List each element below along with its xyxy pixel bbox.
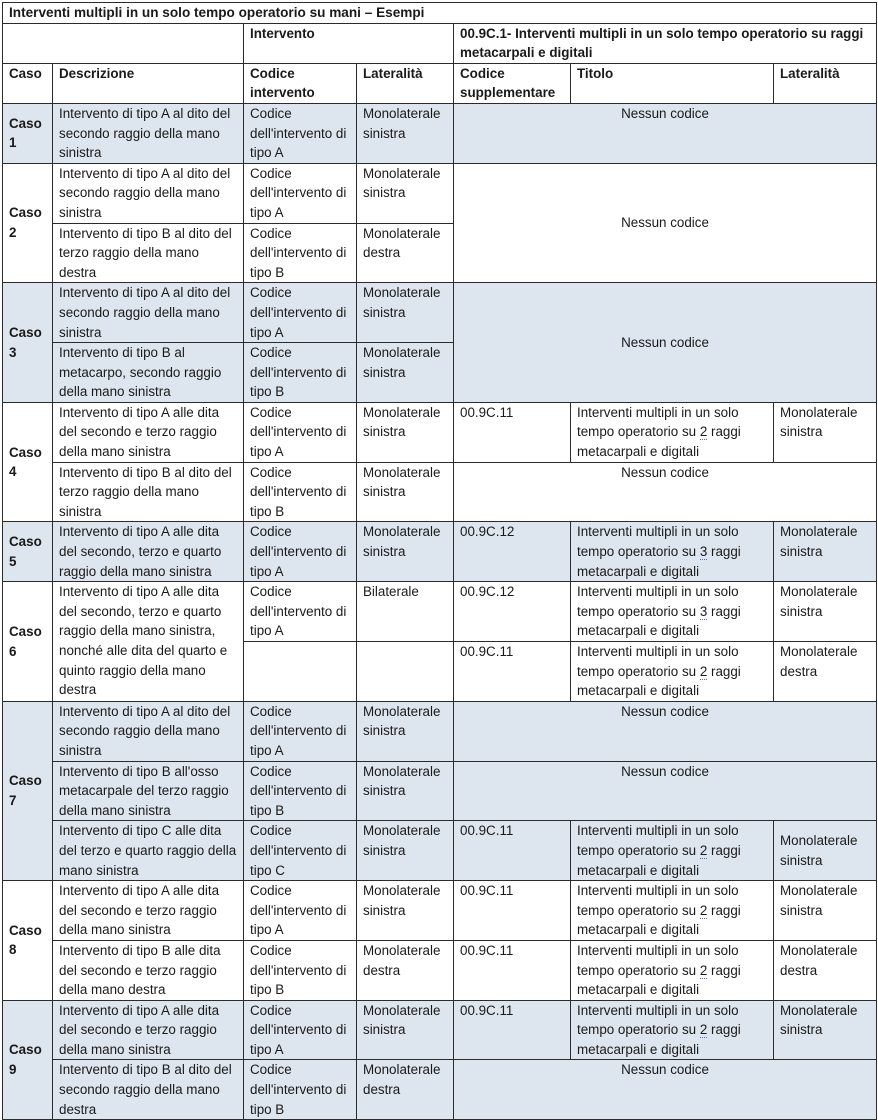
table-row xyxy=(3,522,877,582)
supp-title-suffix: raggi metacarpali e digitali xyxy=(577,424,741,460)
description-cell: Intervento di tipo A al dito del secondo raggio della mano sinistra xyxy=(53,701,244,761)
table-row xyxy=(3,881,877,941)
laterality-cell: Monolaterale sinistra xyxy=(357,163,454,223)
supp-title-number: 2 xyxy=(699,842,708,858)
description-cell: Intervento di tipo B al dito del terzo raggio della mano destra xyxy=(53,223,244,283)
supp-title-prefix: Interventi multipli in un solo tempo operatorio su xyxy=(577,823,739,858)
header-spacer xyxy=(3,23,244,63)
description-cell: Intervento di tipo B alle dita del secondo e terzo raggio della mano destra xyxy=(53,940,244,1000)
supp-laterality-cell: Monolaterale sinistra xyxy=(774,522,877,582)
intervention-code-cell: Codice dell'intervento di tipo A xyxy=(244,103,357,163)
intervention-code-cell: Codice dell'intervento di tipo B xyxy=(244,1060,357,1120)
description-cell: Intervento di tipo A al dito del secondo raggio della mano sinistra xyxy=(53,283,244,343)
supp-laterality-cell: Monolaterale sinistra xyxy=(774,881,877,941)
laterality-cell: Monolaterale destra xyxy=(357,223,454,283)
intervention-code-cell: Codice dell'intervento di tipo B xyxy=(244,343,357,403)
supp-title-number: 2 xyxy=(699,962,708,978)
supp-code-cell: 00.9C.11 xyxy=(454,821,571,881)
laterality-cell: Monolaterale sinistra xyxy=(357,701,454,761)
supp-title-number: 3 xyxy=(699,603,708,619)
intervention-code-cell-empty xyxy=(244,642,357,702)
table-row xyxy=(3,761,877,821)
laterality-cell: Monolaterale sinistra xyxy=(357,103,454,163)
laterality-cell: Monolaterale sinistra xyxy=(357,462,454,522)
intervention-code-cell: Codice dell'intervento di tipo B xyxy=(244,223,357,283)
intervention-code-cell: Codice dell'intervento di tipo B xyxy=(244,761,357,821)
supplementary-group-header: 00.9C.1- Interventi multipli in un solo tempo operatorio su raggi metacarpali e digitali xyxy=(454,23,877,63)
table-row xyxy=(3,402,877,462)
intervention-code-cell: Codice dell'intervento di tipo A xyxy=(244,1000,357,1060)
case-label: Caso 4 xyxy=(3,402,53,522)
supp-title-suffix: raggi metacarpali e digitali xyxy=(577,842,741,878)
cases-table xyxy=(2,2,877,1120)
table-row xyxy=(3,283,877,343)
no-code-cell: Nessun codice xyxy=(454,103,877,163)
case-label: Caso 2 xyxy=(3,163,53,283)
description-cell: Intervento di tipo A alle dita del secondo e terzo raggio della mano sinistra xyxy=(53,881,244,941)
laterality-cell: Monolaterale sinistra xyxy=(357,821,454,881)
laterality-cell: Monolaterale sinistra xyxy=(357,1000,454,1060)
no-code-cell: Nessun codice xyxy=(454,163,877,283)
description-cell: Intervento di tipo A alle dita del secondo, terzo e quarto raggio della mano sinistra, nonché alle dita del quarto e quinto raggio della mano destra xyxy=(53,582,244,702)
intervention-code-cell: Codice dell'intervento di tipo A xyxy=(244,582,357,642)
table-row xyxy=(3,701,877,761)
intervention-code-cell: Codice dell'intervento di tipo A xyxy=(244,701,357,761)
table-row xyxy=(3,1000,877,1060)
supp-code-cell: 00.9C.11 xyxy=(454,402,571,462)
col-header-caso: Caso xyxy=(3,63,53,103)
case-label: Caso 3 xyxy=(3,283,53,403)
supp-code-cell: 00.9C.12 xyxy=(454,582,571,642)
supp-title-cell xyxy=(571,821,774,881)
no-code-cell: Nessun codice xyxy=(454,761,877,821)
case-label: Caso 8 xyxy=(3,881,53,1001)
supp-title-suffix: raggi metacarpali e digitali xyxy=(577,962,741,998)
supp-title-cell xyxy=(571,582,774,642)
col-header-codice-supplementare: Codice supplementare xyxy=(454,63,571,103)
supp-laterality-cell: Monolaterale sinistra xyxy=(774,402,877,462)
col-header-lateralita-supp: Lateralità xyxy=(774,63,877,103)
no-code-cell: Nessun codice xyxy=(454,462,877,522)
supp-title-cell xyxy=(571,642,774,702)
supp-title-number: 3 xyxy=(699,544,708,560)
intervention-code-cell: Codice dell'intervento di tipo A xyxy=(244,522,357,582)
table-row xyxy=(3,940,877,1000)
supp-title-suffix: raggi metacarpali e digitali xyxy=(577,1022,741,1057)
col-header-codice-intervento: Codice intervento xyxy=(244,63,357,103)
description-cell: Intervento di tipo A al dito del secondo raggio della mano sinistra xyxy=(53,163,244,223)
supp-title-prefix: Interventi multipli in un solo tempo operatorio su xyxy=(577,883,739,918)
no-code-cell: Nessun codice xyxy=(454,1060,877,1120)
case-label: Caso 7 xyxy=(3,701,53,880)
description-cell: Intervento di tipo C alle dita del terzo e quarto raggio della mano sinistra xyxy=(53,821,244,881)
case-label: Caso 5 xyxy=(3,522,53,582)
supp-code-cell: 00.9C.11 xyxy=(454,1000,571,1060)
laterality-cell: Monolaterale sinistra xyxy=(357,402,454,462)
intervention-code-cell: Codice dell'intervento di tipo A xyxy=(244,163,357,223)
laterality-cell: Monolaterale destra xyxy=(357,1060,454,1120)
description-cell: Intervento di tipo A alle dita del secondo e terzo raggio della mano sinistra xyxy=(53,1000,244,1060)
supp-laterality-cell: Monolaterale sinistra xyxy=(774,582,877,642)
intervention-code-cell: Codice dell'intervento di tipo A xyxy=(244,402,357,462)
supp-title-cell xyxy=(571,881,774,941)
supp-title-prefix: Interventi multipli in un solo tempo operatorio su xyxy=(577,404,739,440)
table-row xyxy=(3,821,877,881)
supp-laterality-cell: Monolaterale sinistra xyxy=(774,1000,877,1060)
supp-title-cell xyxy=(571,522,774,582)
laterality-cell: Monolaterale sinistra xyxy=(357,343,454,403)
intervention-code-cell: Codice dell'intervento di tipo B xyxy=(244,462,357,522)
no-code-cell: Nessun codice xyxy=(454,283,877,403)
supp-title-cell xyxy=(571,402,774,462)
intervention-code-cell: Codice dell'intervento di tipo A xyxy=(244,881,357,941)
laterality-cell: Bilaterale xyxy=(357,582,454,642)
supp-title-prefix: Interventi multipli in un solo tempo operatorio su xyxy=(577,942,739,978)
table-row xyxy=(3,1060,877,1120)
supp-title-suffix: raggi metacarpali e digitali xyxy=(577,902,741,938)
intervento-group-header: Intervento xyxy=(244,23,454,63)
supp-title-cell xyxy=(571,1000,774,1060)
supp-laterality-cell: Monolaterale destra xyxy=(774,940,877,1000)
supp-laterality-cell: Monolaterale destra xyxy=(774,642,877,702)
supp-title-prefix: Interventi multipli in un solo tempo operatorio su xyxy=(577,584,739,619)
supp-title-suffix: raggi metacarpali e digitali xyxy=(577,603,741,639)
description-cell: Intervento di tipo B al metacarpo, secondo raggio della mano sinistra xyxy=(53,343,244,403)
supp-code-cell: 00.9C.11 xyxy=(454,642,571,702)
col-header-lateralita: Lateralità xyxy=(357,63,454,103)
case-label: Caso 9 xyxy=(3,1000,53,1120)
description-cell: Intervento di tipo A alle dita del secondo, terzo e quarto raggio della mano sinistra xyxy=(53,522,244,582)
supp-title-number: 2 xyxy=(699,663,708,679)
supp-code-cell: 00.9C.11 xyxy=(454,940,571,1000)
intervention-code-cell: Codice dell'intervento di tipo A xyxy=(244,283,357,343)
supp-title-prefix: Interventi multipli in un solo tempo operatorio su xyxy=(577,1002,739,1038)
laterality-cell: Monolaterale destra xyxy=(357,940,454,1000)
supp-code-cell: 00.9C.11 xyxy=(454,881,571,941)
supp-title-suffix: raggi metacarpali e digitali xyxy=(577,663,741,699)
description-cell: Intervento di tipo A al dito del secondo raggio della mano sinistra xyxy=(53,103,244,163)
intervention-code-cell: Codice dell'intervento di tipo B xyxy=(244,940,357,1000)
supp-code-cell: 00.9C.12 xyxy=(454,522,571,582)
no-code-cell: Nessun codice xyxy=(454,701,877,761)
supp-title-number: 2 xyxy=(699,1022,708,1038)
table-row xyxy=(3,582,877,642)
laterality-cell: Monolaterale sinistra xyxy=(357,283,454,343)
case-label: Caso 6 xyxy=(3,582,53,702)
laterality-cell-empty xyxy=(357,642,454,702)
supp-title-suffix: raggi metacarpali e digitali xyxy=(577,544,741,579)
laterality-cell: Monolaterale sinistra xyxy=(357,522,454,582)
supp-laterality-cell: Monolaterale sinistra xyxy=(774,821,877,881)
description-cell: Intervento di tipo A alle dita del secondo e terzo raggio della mano sinistra xyxy=(53,402,244,462)
description-cell: Intervento di tipo B al dito del secondo raggio della mano destra xyxy=(53,1060,244,1120)
description-cell: Intervento di tipo B al dito del terzo raggio della mano sinistra xyxy=(53,462,244,522)
col-header-descrizione: Descrizione xyxy=(53,63,244,103)
table-row xyxy=(3,103,877,163)
col-header-titolo: Titolo xyxy=(571,63,774,103)
supp-title-number: 2 xyxy=(699,424,708,440)
table-row xyxy=(3,163,877,223)
case-label: Caso 1 xyxy=(3,103,53,163)
laterality-cell: Monolaterale sinistra xyxy=(357,761,454,821)
supp-title-prefix: Interventi multipli in un solo tempo operatorio su xyxy=(577,524,739,560)
laterality-cell: Monolaterale sinistra xyxy=(357,881,454,941)
intervention-code-cell: Codice dell'intervento di tipo C xyxy=(244,821,357,881)
table-title: Interventi multipli in un solo tempo operatorio su mani – Esempi xyxy=(3,3,877,24)
description-cell: Intervento di tipo B all'osso metacarpale del terzo raggio della mano sinistra xyxy=(53,761,244,821)
supp-title-number: 2 xyxy=(699,902,708,918)
supp-title-prefix: Interventi multipli in un solo tempo operatorio su xyxy=(577,644,739,679)
table-row xyxy=(3,462,877,522)
supp-title-cell xyxy=(571,940,774,1000)
